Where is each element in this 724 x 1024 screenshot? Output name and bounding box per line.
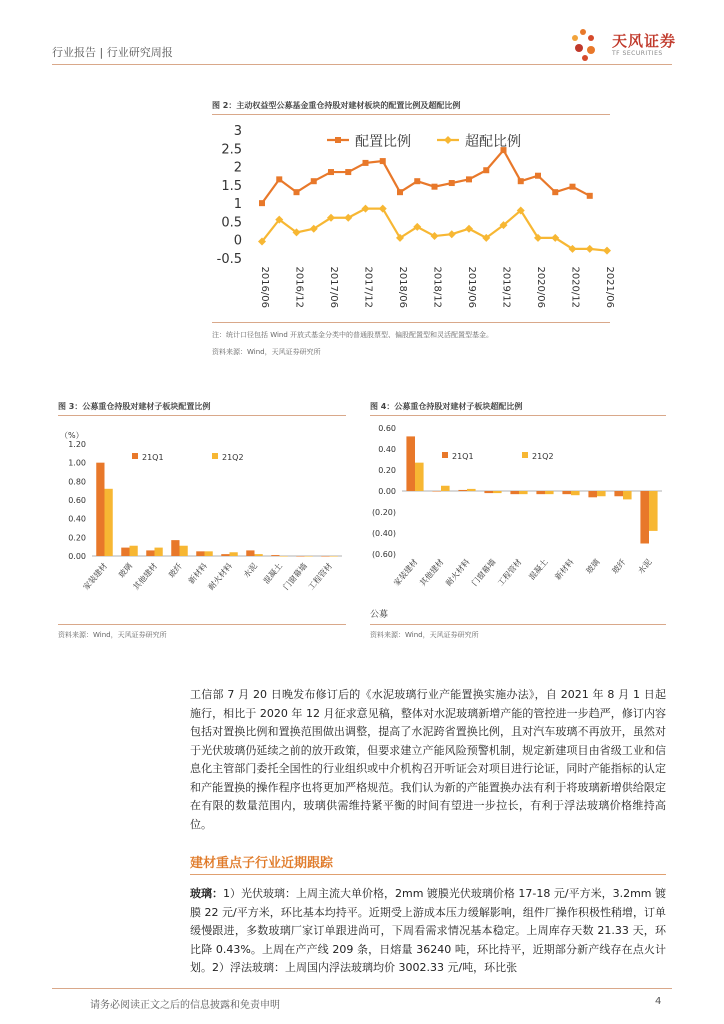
logo-text-en: TF SECURITIES <box>612 50 663 57</box>
x-category-label: 家装建材 <box>392 557 420 588</box>
data-point <box>345 169 351 175</box>
figure3-bar-chart <box>52 420 348 620</box>
figure3-source: 资料来源：Wind，天风证券研究所 <box>58 631 167 639</box>
legend-marker <box>444 136 452 144</box>
legend-marker <box>335 137 341 143</box>
figure3-caption-divider <box>58 415 346 416</box>
x-category-label: 混凝土 <box>527 557 550 582</box>
data-point <box>259 200 265 206</box>
bar-21Q2 <box>623 491 632 499</box>
x-tick-label: 2019/06 <box>466 266 477 308</box>
bar-21Q1 <box>221 554 229 556</box>
y-tick-label: 0.40 <box>68 514 86 524</box>
data-point <box>328 169 334 175</box>
bar-21Q2 <box>441 486 450 491</box>
y-tick-label: 0.20 <box>378 466 396 475</box>
x-tick-label: 2020/06 <box>535 266 546 308</box>
y-tick-label: 0 <box>233 233 242 249</box>
paragraph-lead: 玻璃： <box>190 887 223 900</box>
data-point <box>587 193 593 199</box>
x-category-label: 门窗幕墙 <box>281 561 310 592</box>
figure2-bottom-divider <box>212 322 610 323</box>
page-number: 4 <box>655 996 662 1007</box>
bar-21Q1 <box>458 490 467 491</box>
bar-21Q2 <box>280 556 288 557</box>
y-unit-label: （%） <box>60 431 84 440</box>
bar-21Q1 <box>296 556 304 557</box>
y-tick-label: 0.00 <box>378 487 396 496</box>
legend-label: 21Q2 <box>532 452 554 461</box>
bar-21Q2 <box>519 491 528 494</box>
y-tick-label: (0.60) <box>371 550 396 559</box>
x-tick-label: 2017/06 <box>328 266 339 308</box>
legend-label: 21Q2 <box>222 453 244 462</box>
bar-21Q2 <box>330 556 338 557</box>
bar-21Q1 <box>406 436 415 491</box>
x-category-label: 水泥 <box>636 557 654 576</box>
y-tick-label: 1.5 <box>221 178 242 194</box>
legend-swatch <box>132 453 138 459</box>
data-point <box>586 245 594 253</box>
legend-swatch <box>212 453 218 459</box>
x-category-label: 耐火材料 <box>444 557 472 588</box>
data-point <box>465 225 473 233</box>
data-point <box>448 230 456 238</box>
bar-21Q2 <box>545 491 554 494</box>
legend-label: 超配比例 <box>465 134 521 150</box>
figure4-source: 资料来源：Wind，天风证券研究所 <box>370 631 479 639</box>
y-tick-label: 0.5 <box>221 215 242 231</box>
data-point <box>518 178 524 184</box>
data-point <box>552 189 558 195</box>
x-category-label: 其他建材 <box>418 557 446 588</box>
y-tick-label: 0.60 <box>378 424 396 433</box>
bar-21Q1 <box>640 491 649 544</box>
bar-21Q2 <box>130 546 138 556</box>
footer-disclaimer: 请务必阅读正文之后的信息披露和免责申明 <box>90 1000 280 1011</box>
y-tick-label: 1.20 <box>68 440 86 449</box>
y-tick-label: 1.00 <box>68 458 86 468</box>
x-category-label: 混凝土 <box>261 561 285 586</box>
bar-21Q2 <box>493 491 502 493</box>
data-point <box>311 178 317 184</box>
x-tick-label: 2018/12 <box>431 266 443 308</box>
body-paragraph-2 <box>190 885 666 978</box>
legend-swatch <box>442 452 448 458</box>
figure4-bottom-divider <box>370 624 666 625</box>
data-point <box>603 247 611 255</box>
data-point <box>483 167 489 173</box>
bar-21Q2 <box>305 556 313 557</box>
data-point <box>432 184 438 190</box>
y-tick-label: 0.80 <box>68 477 86 487</box>
data-point <box>535 173 541 179</box>
x-category-label: 水泥 <box>241 561 260 580</box>
report-header-title: 行业报告 | 行业研究周报 <box>52 46 173 59</box>
bar-21Q1 <box>321 556 329 557</box>
logo-mark-icon <box>572 29 595 61</box>
x-category-label: 新材料 <box>186 561 210 586</box>
bar-21Q1 <box>271 555 279 556</box>
x-tick-label: 2020/12 <box>569 266 581 308</box>
bar-21Q1 <box>246 550 254 556</box>
x-category-label: 玻璃 <box>116 561 135 580</box>
paragraph-text: 1）光伏玻璃：上周主流大单价格，2mm 镀膜光伏玻璃价格 17-18 元/平方米，3.2mm 镀膜 22 元/平方米，环比基本均持平。近期受上游成本压力缓解影响，组件厂操作积极性稍增，订单缓慢跟进，多数玻璃厂家订单跟进尚可，下周看需求情况基本稳定。上周库存天数 21.33 天，环比降 0.43%。上周在产产线 209 条，日熔量 36240 吨，环比持平，近期部分新产线存在点火计划。2）浮法玻璃：上周国内浮法玻璃均价 3002.33 元/吨，环比张 <box>190 887 667 974</box>
x-tick-label: 2019/12 <box>500 266 512 308</box>
y-tick-label: 3 <box>233 124 242 139</box>
bar-21Q1 <box>121 548 129 556</box>
bar-21Q1 <box>562 491 571 494</box>
data-point <box>431 232 439 240</box>
figure2-note: 注：统计口径包括 Wind 开放式基金分类中的普通股票型、偏股配置型和灵活配置型基金。 <box>212 331 494 339</box>
x-category-label: 玻璃 <box>584 557 602 576</box>
bar-21Q2 <box>155 548 163 556</box>
bar-21Q1 <box>588 491 597 497</box>
bar-21Q1 <box>146 550 154 556</box>
figure4-caption-divider <box>370 415 666 416</box>
bar-21Q2 <box>255 554 263 556</box>
y-tick-label: 2 <box>233 160 242 176</box>
figure2-line-chart <box>212 118 622 328</box>
data-point <box>380 158 386 164</box>
y-tick-label: -0.5 <box>216 252 242 267</box>
logo-text-cn: 天风证券 <box>612 32 677 50</box>
x-category-label: 耐火材料 <box>206 561 235 592</box>
legend-swatch <box>522 452 528 458</box>
x-category-label: 工程管材 <box>306 561 335 592</box>
x-tick-label: 2018/06 <box>397 266 408 308</box>
figure3-caption: 图 3：公募重仓持股对建材子板块配置比例 <box>58 402 211 411</box>
bar-21Q2 <box>230 552 238 556</box>
data-point <box>362 205 370 213</box>
y-tick-label: (0.40) <box>371 529 396 538</box>
x-category-label: 门窗幕墙 <box>470 557 498 588</box>
x-category-label: 工程管材 <box>496 557 524 588</box>
bar-21Q2 <box>597 491 606 496</box>
data-point <box>294 189 300 195</box>
x-category-label: 玻纤 <box>610 557 628 576</box>
section-title: 建材重点子行业近期跟踪 <box>190 856 334 871</box>
bar-21Q1 <box>171 540 179 556</box>
data-point <box>276 176 282 182</box>
data-point <box>397 189 403 195</box>
bar-21Q1 <box>510 491 519 494</box>
header-divider <box>52 64 672 65</box>
bar-21Q2 <box>415 463 424 491</box>
y-tick-label: 2.5 <box>221 142 242 158</box>
data-point <box>466 176 472 182</box>
data-point <box>414 178 420 184</box>
x-tick-label: 2016/06 <box>259 266 270 308</box>
bar-21Q1 <box>196 551 204 556</box>
data-point <box>363 160 369 166</box>
x-tick-label: 2021/06 <box>604 266 615 308</box>
bar-21Q2 <box>205 551 213 556</box>
footer-divider <box>52 988 672 989</box>
y-tick-label: 0.00 <box>68 552 86 561</box>
figure3-bottom-divider <box>58 624 346 625</box>
data-point <box>570 184 576 190</box>
y-tick-label: (0.20) <box>371 508 396 517</box>
figure2-source: 资料来源：Wind，天风证券研究所 <box>212 348 321 356</box>
data-point <box>344 214 352 222</box>
y-tick-label: 0.60 <box>68 496 86 505</box>
figure2-caption-divider <box>212 114 610 115</box>
x-category-label: 玻纤 <box>166 561 185 580</box>
bar-21Q2 <box>649 491 658 531</box>
data-point <box>449 180 455 186</box>
x-axis-group-label: 公募 <box>370 610 389 620</box>
x-category-label: 其他建材 <box>131 561 160 592</box>
legend-label: 21Q1 <box>452 452 474 461</box>
figure2-caption: 图 2：主动权益型公募基金重仓持股对建材板块的配置比例及超配比例 <box>212 101 461 110</box>
legend-label: 配置比例 <box>355 134 411 150</box>
bar-21Q2 <box>467 489 476 491</box>
bar-21Q2 <box>105 489 113 556</box>
x-tick-label: 2017/12 <box>362 266 374 308</box>
bar-21Q1 <box>96 463 104 556</box>
section-divider <box>190 874 666 875</box>
x-tick-label: 2016/12 <box>293 266 305 308</box>
body-paragraph-1: 工信部 7 月 20 日晚发布修订后的《水泥玻璃行业产能置换实施办法》，自 2021 年 8 月 1 日起施行，相比于 2020 年 12 月征求意见稿，整体对水泥玻璃新增产能的管控进一步趋严，修订内容包括对置换比例和置换范围做出调整，提高了水泥跨省置换比例，且对汽车玻璃不再放开，虽然对于光伏玻璃仍延续之前的放开政策，但要求建立产能风险预警机制，规定新建项目由省级工业和信息化主管部门委托全国性的行业组织或中介机构召开听证会对项目进行论证，同时产能指标的认定和产能置换的操作程序也将更加严格规范。我们认为新的产能置换办法有利于将玻璃新增供给限定在有限的数量范围内，玻璃供需维持紧平衡的时间有望进一步拉长，有利于浮法玻璃价格维持高位。 <box>190 688 666 831</box>
x-category-label: 新材料 <box>553 557 576 582</box>
bar-21Q2 <box>180 546 188 556</box>
bar-21Q1 <box>484 491 493 493</box>
y-tick-label: 0.40 <box>378 445 396 454</box>
bar-21Q1 <box>614 491 623 496</box>
y-tick-label: 1 <box>233 197 242 213</box>
figure4-caption: 图 4：公募重仓持股对建材子板块超配比例 <box>370 402 523 411</box>
x-category-label: 家装建材 <box>81 561 110 592</box>
y-tick-label: 0.20 <box>68 533 86 543</box>
bar-21Q2 <box>571 491 580 495</box>
legend-label: 21Q1 <box>142 453 164 462</box>
figure4-bar-chart <box>362 420 668 620</box>
bar-21Q1 <box>432 491 441 492</box>
bar-21Q1 <box>536 491 545 494</box>
